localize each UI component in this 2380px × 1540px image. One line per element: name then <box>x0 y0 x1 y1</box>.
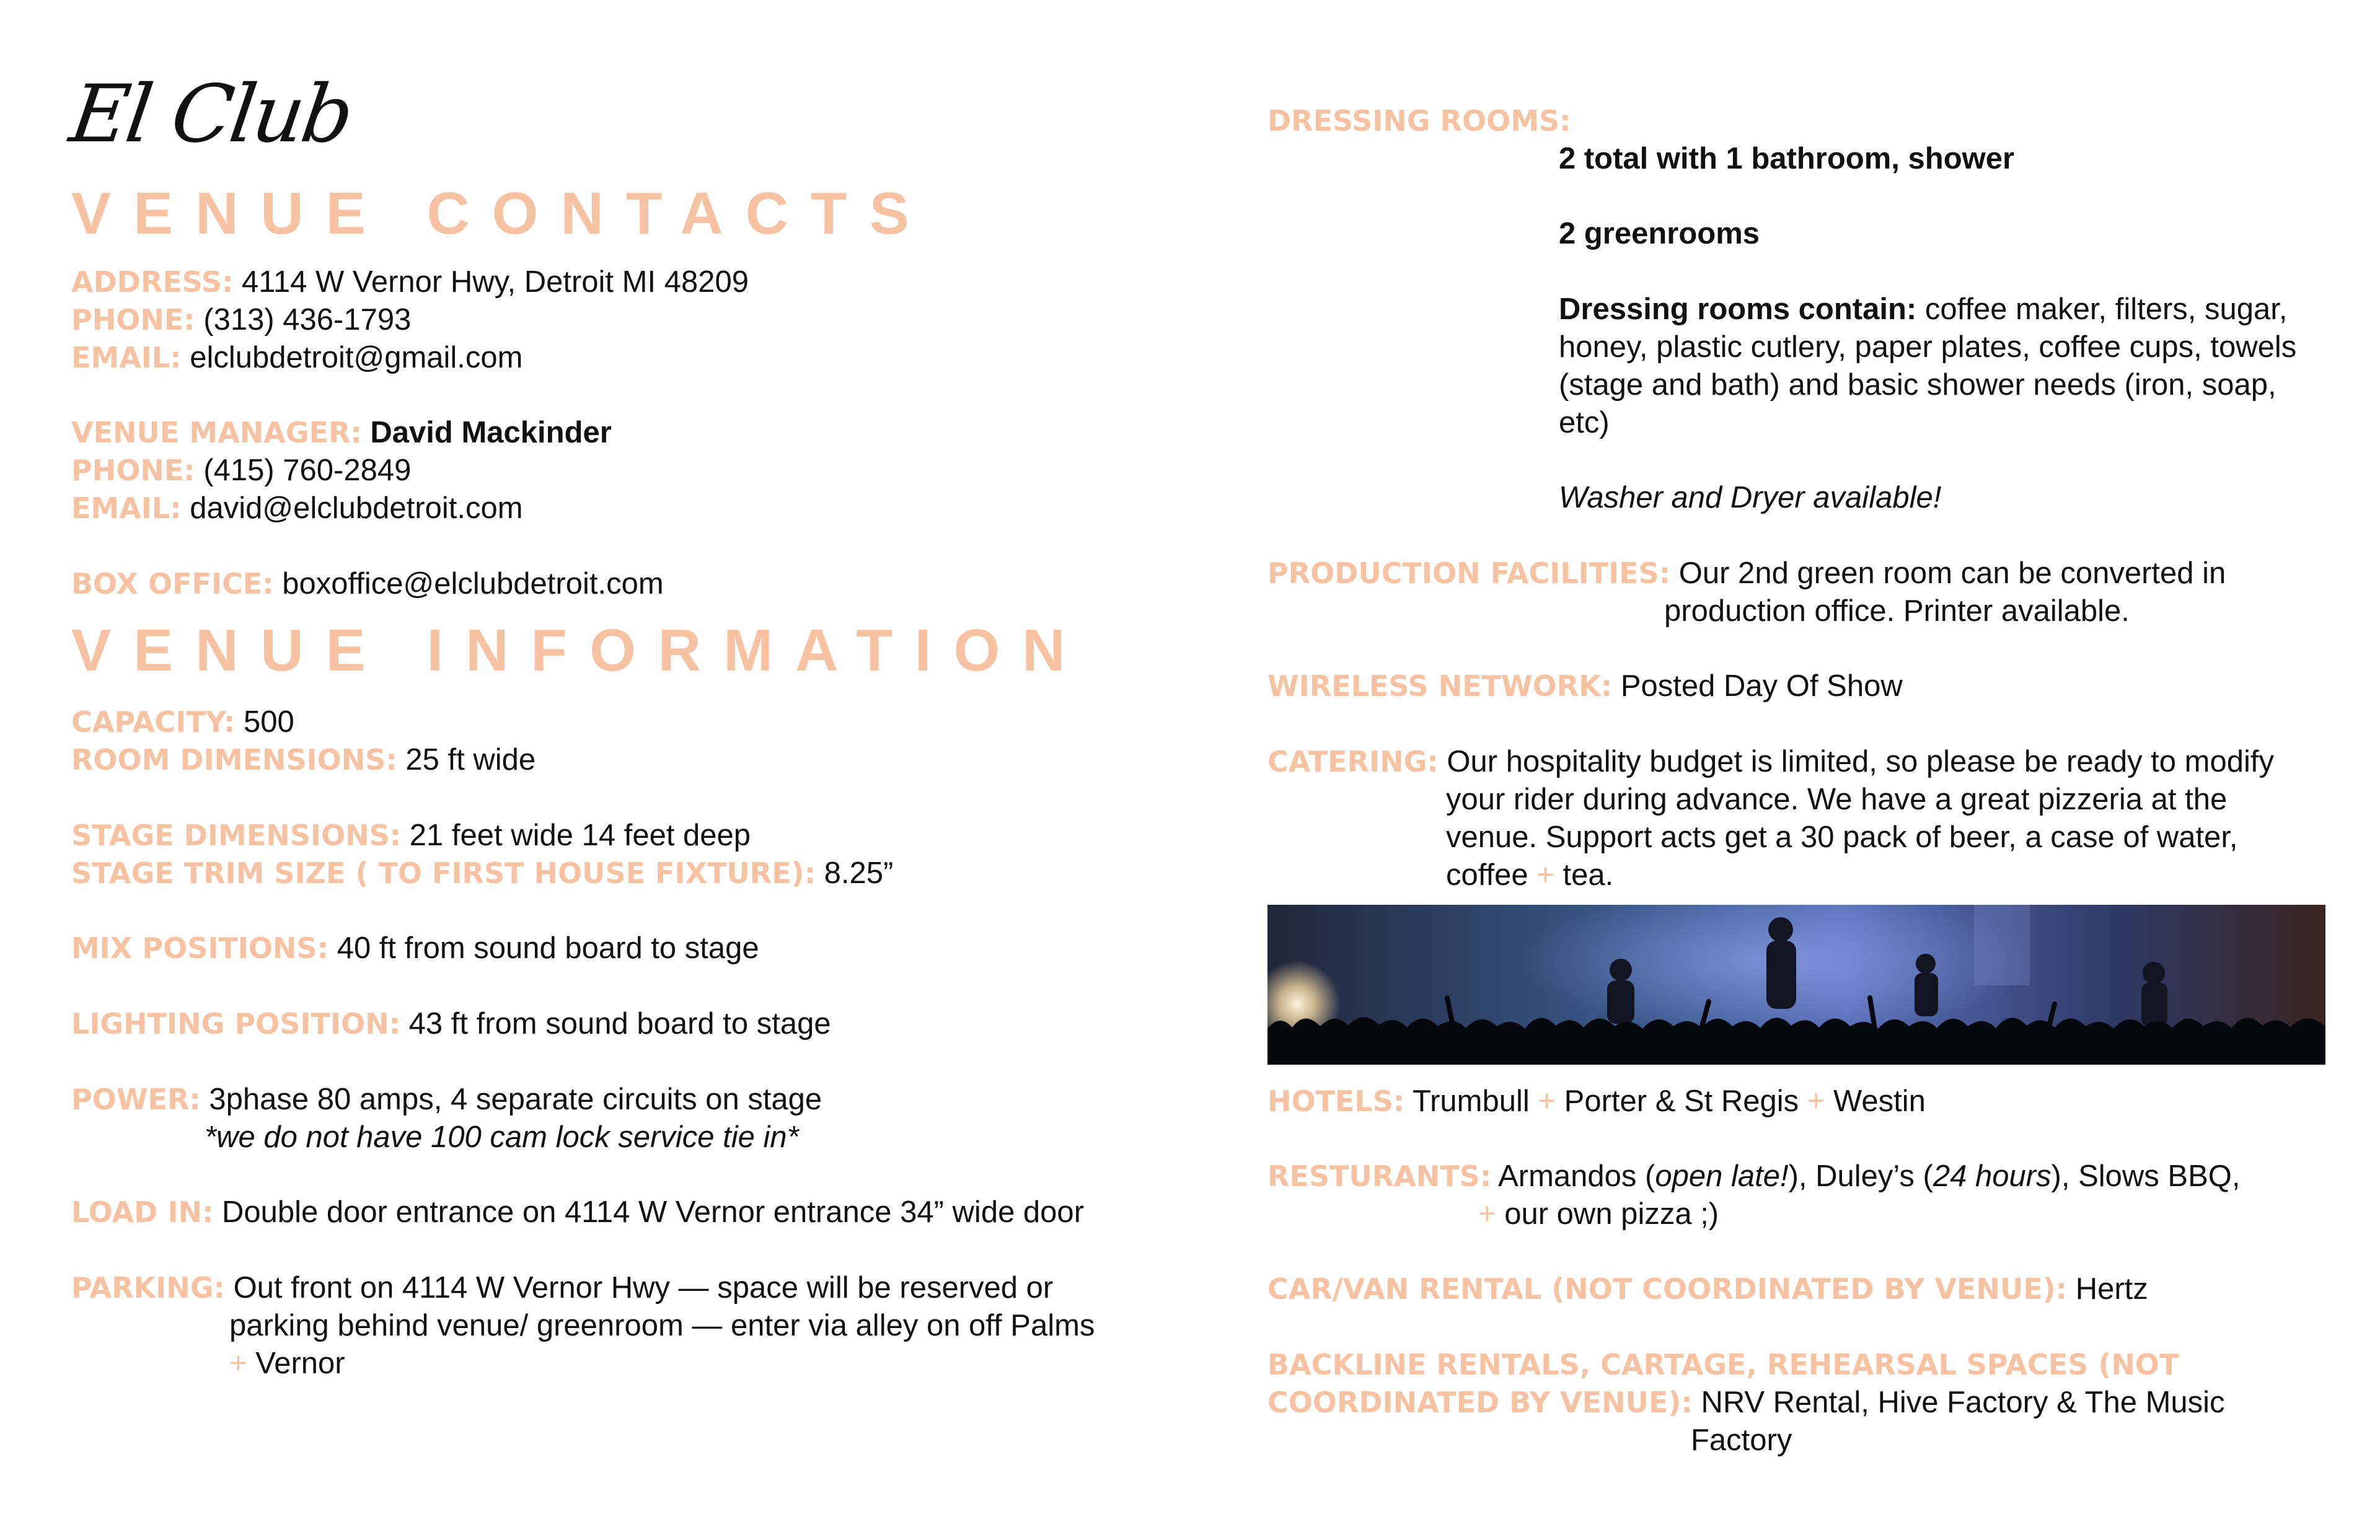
stage-dimensions-row <box>71 817 751 855</box>
catering-value-2: your rider during advance. We have a great pizzeria at the <box>1446 783 2228 816</box>
restaurant-armandos: Armandos ( <box>1498 1159 1655 1193</box>
car-rental-row <box>1267 1270 2148 1308</box>
catering-value-1: Our hospitality budget is limited, so please be ready to modify <box>1447 745 2274 778</box>
backline-label-1: BACKLINE RENTALS, CARTAGE, REHEARSAL SPACES (NOT <box>1267 1348 2179 1381</box>
manager-name: David Mackinder <box>370 416 612 449</box>
manager-phone-label: PHONE: <box>71 454 195 487</box>
dressing-rooms-row <box>1267 102 1571 140</box>
dressing-contain-label: Dressing rooms contain: <box>1559 293 1917 326</box>
parking-row <box>71 1269 1053 1307</box>
restaurants-line-2 <box>1478 1195 1719 1233</box>
box-office-value[interactable]: boxoffice@elclubdetroit.com <box>282 567 664 601</box>
backline-label-2: COORDINATED BY VENUE): <box>1267 1386 1693 1419</box>
backline-value-2: Factory <box>1691 1423 1792 1457</box>
email-value[interactable]: elclubdetroit@gmail.com <box>190 341 523 374</box>
greenrooms-count: 2 greenrooms <box>1559 217 1760 250</box>
restaurant-own-pizza: our own pizza ;) <box>1504 1197 1719 1231</box>
car-rental-value: Hertz <box>2075 1272 2148 1306</box>
restaurant-note-open-late: open late! <box>1655 1159 1789 1193</box>
load-in-value: Double door entrance on 4114 W Vernor entrance 34” wide door <box>221 1195 1085 1229</box>
manager-email-label: EMAIL: <box>71 491 182 525</box>
email-row <box>71 339 522 377</box>
manager-row <box>71 414 612 452</box>
plus-sign: + <box>1538 1085 1556 1118</box>
load-in-label: LOAD IN: <box>71 1195 214 1229</box>
parking-value-3: Vernor <box>255 1347 345 1380</box>
address-value: 4114 W Vernor Hwy, Detroit MI 48209 <box>242 265 749 299</box>
stage-trim-label: STAGE TRIM SIZE ( TO FIRST HOUSE FIXTURE): <box>71 856 816 890</box>
power-note: *we do not have 100 cam lock service tie in* <box>205 1120 799 1154</box>
mix-positions-row <box>71 930 759 967</box>
restaurants-row <box>1267 1158 2241 1195</box>
room-dimensions-label: ROOM DIMENSIONS: <box>71 743 397 777</box>
manager-label: VENUE MANAGER: <box>71 416 362 449</box>
production-value-1: Our 2nd green room can be converted in <box>1678 557 2226 590</box>
dressing-contain-4: etc) <box>1559 406 1610 439</box>
room-dimensions-row <box>71 741 536 779</box>
box-office-label: BOX OFFICE: <box>71 567 274 601</box>
concert-photo-illustration <box>1267 905 2325 1065</box>
hotels-row <box>1267 1083 1926 1120</box>
restaurants-label: RESTURANTS: <box>1267 1159 1492 1193</box>
hotel-1: Trumbull <box>1412 1085 1530 1118</box>
production-label: PRODUCTION FACILITIES: <box>1267 557 1671 590</box>
restaurant-slows: ), Slows BBQ, <box>2051 1159 2241 1193</box>
restaurant-note-24-hours: 24 hours <box>1933 1159 2052 1193</box>
stage-dimensions-label: STAGE DIMENSIONS: <box>71 819 402 852</box>
capacity-label: CAPACITY: <box>71 705 236 739</box>
load-in-row <box>71 1194 1084 1231</box>
dressing-contain-1: coffee maker, filters, sugar, <box>1924 293 2288 326</box>
parking-line-3 <box>229 1345 345 1383</box>
dressing-rooms-count: 2 total with 1 bathroom, shower <box>1559 142 2015 175</box>
wireless-label: WIRELESS NETWORK: <box>1267 669 1613 703</box>
power-row <box>71 1081 822 1119</box>
parking-value-2: parking behind venue/ greenroom — enter via alley on off Palms <box>229 1309 1095 1342</box>
lighting-position-label: LIGHTING POSITION: <box>71 1007 400 1041</box>
mix-positions-value: 40 ft from sound board to stage <box>337 931 759 965</box>
manager-phone-value: (415) 760-2849 <box>203 454 412 487</box>
phone-row <box>71 301 411 339</box>
stage-trim-value: 8.25” <box>824 856 894 890</box>
address-row <box>71 263 749 301</box>
backline-row <box>1267 1384 2225 1422</box>
dressing-contain-3: (stage and bath) and basic shower needs (iron, soap, <box>1559 368 2276 402</box>
parking-label: PARKING: <box>71 1271 225 1305</box>
restaurant-duleys: ), Duley’s ( <box>1788 1159 1933 1193</box>
lighting-position-row <box>71 1005 831 1043</box>
venue-logo: El Club <box>64 68 357 161</box>
backline-value-1: NRV Rental, Hive Factory & The Music <box>1701 1386 2225 1419</box>
catering-value-3: venue. Support acts get a 30 pack of beer, a case of water, <box>1446 821 2238 854</box>
production-row <box>1267 555 2226 592</box>
plus-sign: + <box>1536 858 1554 892</box>
plus-sign: + <box>1478 1197 1496 1231</box>
wireless-row <box>1267 667 1903 705</box>
hotel-2: Porter & St Regis <box>1564 1085 1799 1118</box>
box-office-row <box>71 565 664 603</box>
backline-label-line-1 <box>1267 1346 2179 1384</box>
phone-value: (313) 436-1793 <box>203 303 412 337</box>
catering-row <box>1267 743 2274 781</box>
dressing-contain-2: honey, plastic cutlery, paper plates, coffee cups, towels <box>1559 330 2297 364</box>
production-value-2: production office. Printer available. <box>1664 594 2130 628</box>
dressing-contain-row <box>1559 291 2288 328</box>
parking-value-1: Out front on 4114 W Vernor Hwy — space will be reserved or <box>233 1271 1054 1305</box>
manager-email-value[interactable]: david@elclubdetroit.com <box>190 491 523 525</box>
hotel-3: Westin <box>1833 1085 1926 1118</box>
power-label: POWER: <box>71 1083 201 1116</box>
capacity-row <box>71 703 294 741</box>
address-label: ADDRESS: <box>71 265 234 299</box>
wireless-value: Posted Day Of Show <box>1620 669 1903 703</box>
catering-value-4b: tea. <box>1562 858 1614 892</box>
catering-value-4a: coffee <box>1446 858 1528 892</box>
dressing-rooms-label: DRESSING ROOMS: <box>1267 104 1571 138</box>
capacity-value: 500 <box>244 705 294 739</box>
hotels-label: HOTELS: <box>1267 1085 1405 1118</box>
washer-dryer-note: Washer and Dryer available! <box>1559 481 1942 514</box>
concert-photo <box>1267 905 2325 1065</box>
stage-dimensions-value: 21 feet wide 14 feet deep <box>409 819 751 852</box>
venue-information-heading: VENUE INFORMATION <box>71 617 1088 684</box>
car-rental-label: CAR/VAN RENTAL (NOT COORDINATED BY VENUE): <box>1267 1272 2068 1306</box>
stage-trim-row <box>71 855 893 892</box>
plus-sign: + <box>1807 1085 1825 1118</box>
venue-contacts-heading: VENUE CONTACTS <box>71 180 932 247</box>
manager-email-row <box>71 490 523 527</box>
power-value: 3phase 80 amps, 4 separate circuits on stage <box>209 1083 822 1116</box>
plus-sign: + <box>229 1347 247 1380</box>
room-dimensions-value: 25 ft wide <box>405 743 536 777</box>
catering-label: CATERING: <box>1267 745 1439 778</box>
manager-phone-row <box>71 452 411 490</box>
phone-label: PHONE: <box>71 303 195 337</box>
mix-positions-label: MIX POSITIONS: <box>71 931 329 965</box>
lighting-position-value: 43 ft from sound board to stage <box>408 1007 831 1041</box>
catering-line-4 <box>1446 856 1613 894</box>
email-label: EMAIL: <box>71 341 182 374</box>
